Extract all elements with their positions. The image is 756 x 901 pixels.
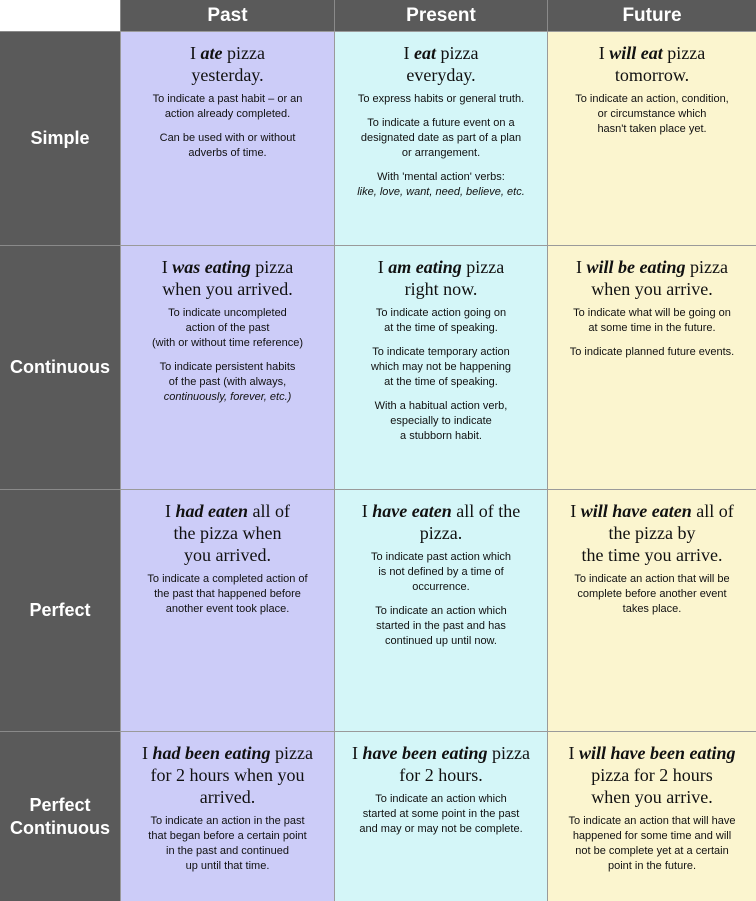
usage-note-line: (with or without time reference)	[152, 337, 303, 349]
usage-note-line: To indicate uncompleted	[168, 307, 287, 319]
usage-note	[127, 814, 328, 874]
example-line	[341, 742, 541, 764]
example-line	[127, 500, 328, 522]
example-line	[554, 42, 750, 64]
cell-perfect-present	[334, 489, 547, 731]
usage-note	[341, 116, 541, 161]
usage-note-line: To indicate a future event on a	[367, 117, 515, 129]
example-text: tomorrow.	[614, 65, 690, 85]
usage-note	[554, 345, 750, 360]
example-line	[341, 522, 541, 544]
example-line	[127, 256, 328, 278]
example-text: right now.	[404, 279, 478, 299]
example-line	[554, 544, 750, 566]
example-text: pizza	[270, 743, 313, 763]
example-text: pizza.	[419, 523, 463, 543]
usage-note-line: To indicate temporary action	[372, 346, 510, 358]
example-line	[554, 278, 750, 300]
usage-note	[127, 306, 328, 351]
example-line	[127, 522, 328, 544]
example-text: pizza for 2 hours	[591, 765, 713, 785]
cell-simple-future	[547, 31, 756, 245]
cell-perfect-continuous-future	[547, 731, 756, 901]
example-text: I	[576, 257, 587, 277]
usage-note-line: To indicate an action which	[375, 605, 507, 617]
usage-note-line: especially to indicate	[390, 415, 492, 427]
usage-note-line: adverbs of time.	[188, 147, 267, 159]
example-sentence	[127, 256, 328, 300]
column-header-present: Present	[334, 0, 547, 31]
usage-note-line: With a habitual action verb,	[374, 400, 508, 412]
example-text: the pizza by	[608, 523, 696, 543]
example-text: I	[570, 501, 581, 521]
row-header-continuous	[0, 245, 120, 489]
usage-note-line: of the past (with always,	[168, 376, 287, 388]
example-verb: had been eating	[152, 743, 271, 763]
example-line	[554, 522, 750, 544]
usage-note	[341, 399, 541, 444]
example-sentence	[554, 742, 750, 808]
usage-note-line: To indicate an action that will be	[574, 573, 730, 585]
usage-note-line: occurrence.	[412, 581, 470, 593]
example-line	[341, 256, 541, 278]
example-text: when you arrived.	[162, 279, 293, 299]
usage-note-line: a stubborn habit.	[400, 430, 482, 442]
example-text: everyday.	[406, 65, 476, 85]
example-line	[127, 786, 328, 808]
example-text: yesterday.	[191, 65, 264, 85]
example-text: pizza	[436, 43, 479, 63]
example-line	[554, 256, 750, 278]
example-line	[127, 278, 328, 300]
usage-note-line: complete before another event	[577, 588, 727, 600]
usage-note-line: hasn't taken place yet.	[597, 123, 707, 135]
example-verb: am eating	[388, 257, 462, 277]
cell-perfect-future	[547, 489, 756, 731]
example-line	[127, 764, 328, 786]
example-line	[554, 500, 750, 522]
row-header-label	[29, 599, 90, 622]
usage-note-line: action of the past	[185, 322, 270, 334]
usage-note-line: like, love, want, need, believe, etc.	[357, 186, 525, 198]
example-verb: have been eating	[362, 743, 488, 763]
usage-note-line: Can be used with or without	[159, 132, 296, 144]
example-verb: had eaten	[175, 501, 248, 521]
usage-note-line: in the past and continued	[166, 845, 289, 857]
usage-note	[341, 604, 541, 649]
usage-note-line: and may or may not be complete.	[359, 823, 523, 835]
usage-note-line: To indicate action going on	[375, 307, 507, 319]
row-header-label	[10, 356, 110, 379]
usage-note	[341, 306, 541, 336]
example-text: when you arrive.	[591, 787, 713, 807]
row-header-line: Perfect	[29, 600, 91, 620]
example-text: I	[190, 43, 201, 63]
row-header-simple	[0, 31, 120, 245]
example-text: I	[142, 743, 153, 763]
usage-note-line: To indicate planned future events.	[569, 346, 735, 358]
row-header-line: Simple	[30, 128, 90, 148]
usage-note-line: To indicate a completed action of	[147, 573, 308, 585]
usage-note-line: To indicate persistent habits	[159, 361, 296, 373]
cell-perfect-past	[120, 489, 334, 731]
example-sentence	[341, 42, 541, 86]
usage-note-line: With 'mental action' verbs:	[377, 171, 505, 183]
row-header-line: Continuous	[10, 817, 110, 838]
example-verb: was eating	[172, 257, 251, 277]
example-sentence	[554, 42, 750, 86]
example-text: pizza	[222, 43, 265, 63]
example-text: pizza	[685, 257, 728, 277]
cell-perfect-continuous-past	[120, 731, 334, 901]
example-verb: will have been eating	[579, 743, 736, 763]
usage-note-line: To indicate an action in the past	[150, 815, 305, 827]
example-sentence	[554, 500, 750, 566]
usage-note	[127, 92, 328, 122]
example-text: all of the	[451, 501, 521, 521]
example-line	[554, 64, 750, 86]
usage-note-line: To indicate a past habit – or an	[152, 93, 303, 105]
example-text: I	[161, 257, 173, 277]
example-text: when you arrive.	[591, 279, 713, 299]
example-text: pizza	[662, 43, 706, 63]
usage-note-line: started in the past and has	[376, 620, 506, 632]
example-text: pizza	[250, 257, 294, 277]
example-verb: will eat	[609, 43, 663, 63]
example-sentence	[127, 500, 328, 566]
example-line	[127, 742, 328, 764]
example-line	[341, 764, 541, 786]
example-line	[341, 278, 541, 300]
example-text: I	[164, 501, 176, 521]
usage-note-line: To indicate past action which	[370, 551, 512, 563]
row-header-perfect	[0, 489, 120, 731]
cell-simple-present	[334, 31, 547, 245]
example-text: the time you arrive.	[581, 545, 723, 565]
example-sentence	[341, 256, 541, 300]
cell-perfect-continuous-present	[334, 731, 547, 901]
usage-note-line: To indicate what will be going on	[573, 307, 731, 319]
usage-note-line: takes place.	[622, 603, 682, 615]
usage-note	[554, 92, 750, 137]
example-text: all of	[691, 501, 734, 521]
usage-note-line: the past that happened before	[154, 588, 301, 600]
row-header-line: Perfect	[29, 794, 91, 815]
usage-note	[127, 131, 328, 161]
usage-note-line: which may not be happening	[370, 361, 512, 373]
usage-note-line: To indicate an action which	[375, 793, 507, 805]
example-line	[127, 64, 328, 86]
example-text: the pizza when	[173, 523, 282, 543]
usage-note-line: is not defined by a time of	[378, 566, 504, 578]
example-sentence	[341, 742, 541, 786]
example-line	[554, 786, 750, 808]
example-line	[341, 500, 541, 522]
usage-note-line: at the time of speaking.	[384, 376, 498, 388]
example-text: for 2 hours.	[399, 765, 483, 785]
example-text: you arrived.	[184, 545, 271, 565]
usage-note	[341, 92, 541, 107]
column-header-past: Past	[120, 0, 334, 31]
usage-note-line: To express habits or general truth.	[357, 93, 525, 105]
example-verb: will be eating	[586, 257, 686, 277]
row-header-label	[10, 794, 110, 840]
example-text: pizza	[487, 743, 530, 763]
example-line	[554, 742, 750, 764]
corner-cell	[0, 0, 120, 31]
example-line	[341, 42, 541, 64]
example-verb: eat	[414, 43, 437, 63]
example-text: for 2 hours when you	[150, 765, 305, 785]
usage-note-line: up until that time.	[185, 860, 270, 872]
example-text: I	[598, 43, 610, 63]
example-line	[127, 42, 328, 64]
row-header-perfect-continuous	[0, 731, 120, 901]
example-verb: will have eaten	[580, 501, 692, 521]
usage-note-line: or circumstance which	[597, 108, 707, 120]
example-verb: have eaten	[372, 501, 452, 521]
usage-note-line: continuously, forever, etc.)	[163, 391, 292, 403]
usage-note	[127, 572, 328, 617]
example-text: I	[568, 743, 579, 763]
cell-continuous-past	[120, 245, 334, 489]
usage-note-line: started at some point in the past	[362, 808, 520, 820]
cell-continuous-future	[547, 245, 756, 489]
usage-note-line: happened for some time and will	[572, 830, 732, 842]
usage-note-line: action already completed.	[164, 108, 291, 120]
usage-note	[341, 550, 541, 595]
usage-note-line: To indicate an action, condition,	[575, 93, 729, 105]
usage-note	[341, 345, 541, 390]
example-sentence	[127, 742, 328, 808]
usage-note-line: point in the future.	[607, 860, 697, 872]
row-header-line: Continuous	[10, 357, 110, 377]
usage-note-line: designated date as part of a plan	[360, 132, 522, 144]
example-text: all of	[248, 501, 290, 521]
example-text: arrived.	[199, 787, 256, 807]
usage-note	[341, 170, 541, 200]
usage-note-line: not be complete yet at a certain	[575, 845, 729, 857]
example-text: I	[361, 501, 373, 521]
usage-note	[127, 360, 328, 405]
example-text: I	[352, 743, 363, 763]
usage-note	[554, 814, 750, 874]
usage-note-line: that began before a certain point	[148, 830, 307, 842]
usage-note-line: at the time of speaking.	[384, 322, 498, 334]
example-line	[341, 64, 541, 86]
example-sentence	[554, 256, 750, 300]
usage-note-line: at some time in the future.	[588, 322, 716, 334]
usage-note-line: another event took place.	[165, 603, 290, 615]
example-line	[127, 544, 328, 566]
example-text: I	[377, 257, 389, 277]
row-header-label	[30, 127, 89, 150]
usage-note	[554, 572, 750, 617]
example-sentence	[341, 500, 541, 544]
example-line	[554, 764, 750, 786]
example-text: pizza	[461, 257, 505, 277]
usage-note	[554, 306, 750, 336]
usage-note-line: or arrangement.	[401, 147, 481, 159]
usage-note-line: To indicate an action that will have	[568, 815, 736, 827]
usage-note	[341, 792, 541, 837]
cell-continuous-present	[334, 245, 547, 489]
column-header-future: Future	[547, 0, 756, 31]
example-text: I	[403, 43, 415, 63]
cell-simple-past	[120, 31, 334, 245]
usage-note-line: continued up until now.	[385, 635, 497, 647]
example-verb: ate	[200, 43, 223, 63]
example-sentence	[127, 42, 328, 86]
